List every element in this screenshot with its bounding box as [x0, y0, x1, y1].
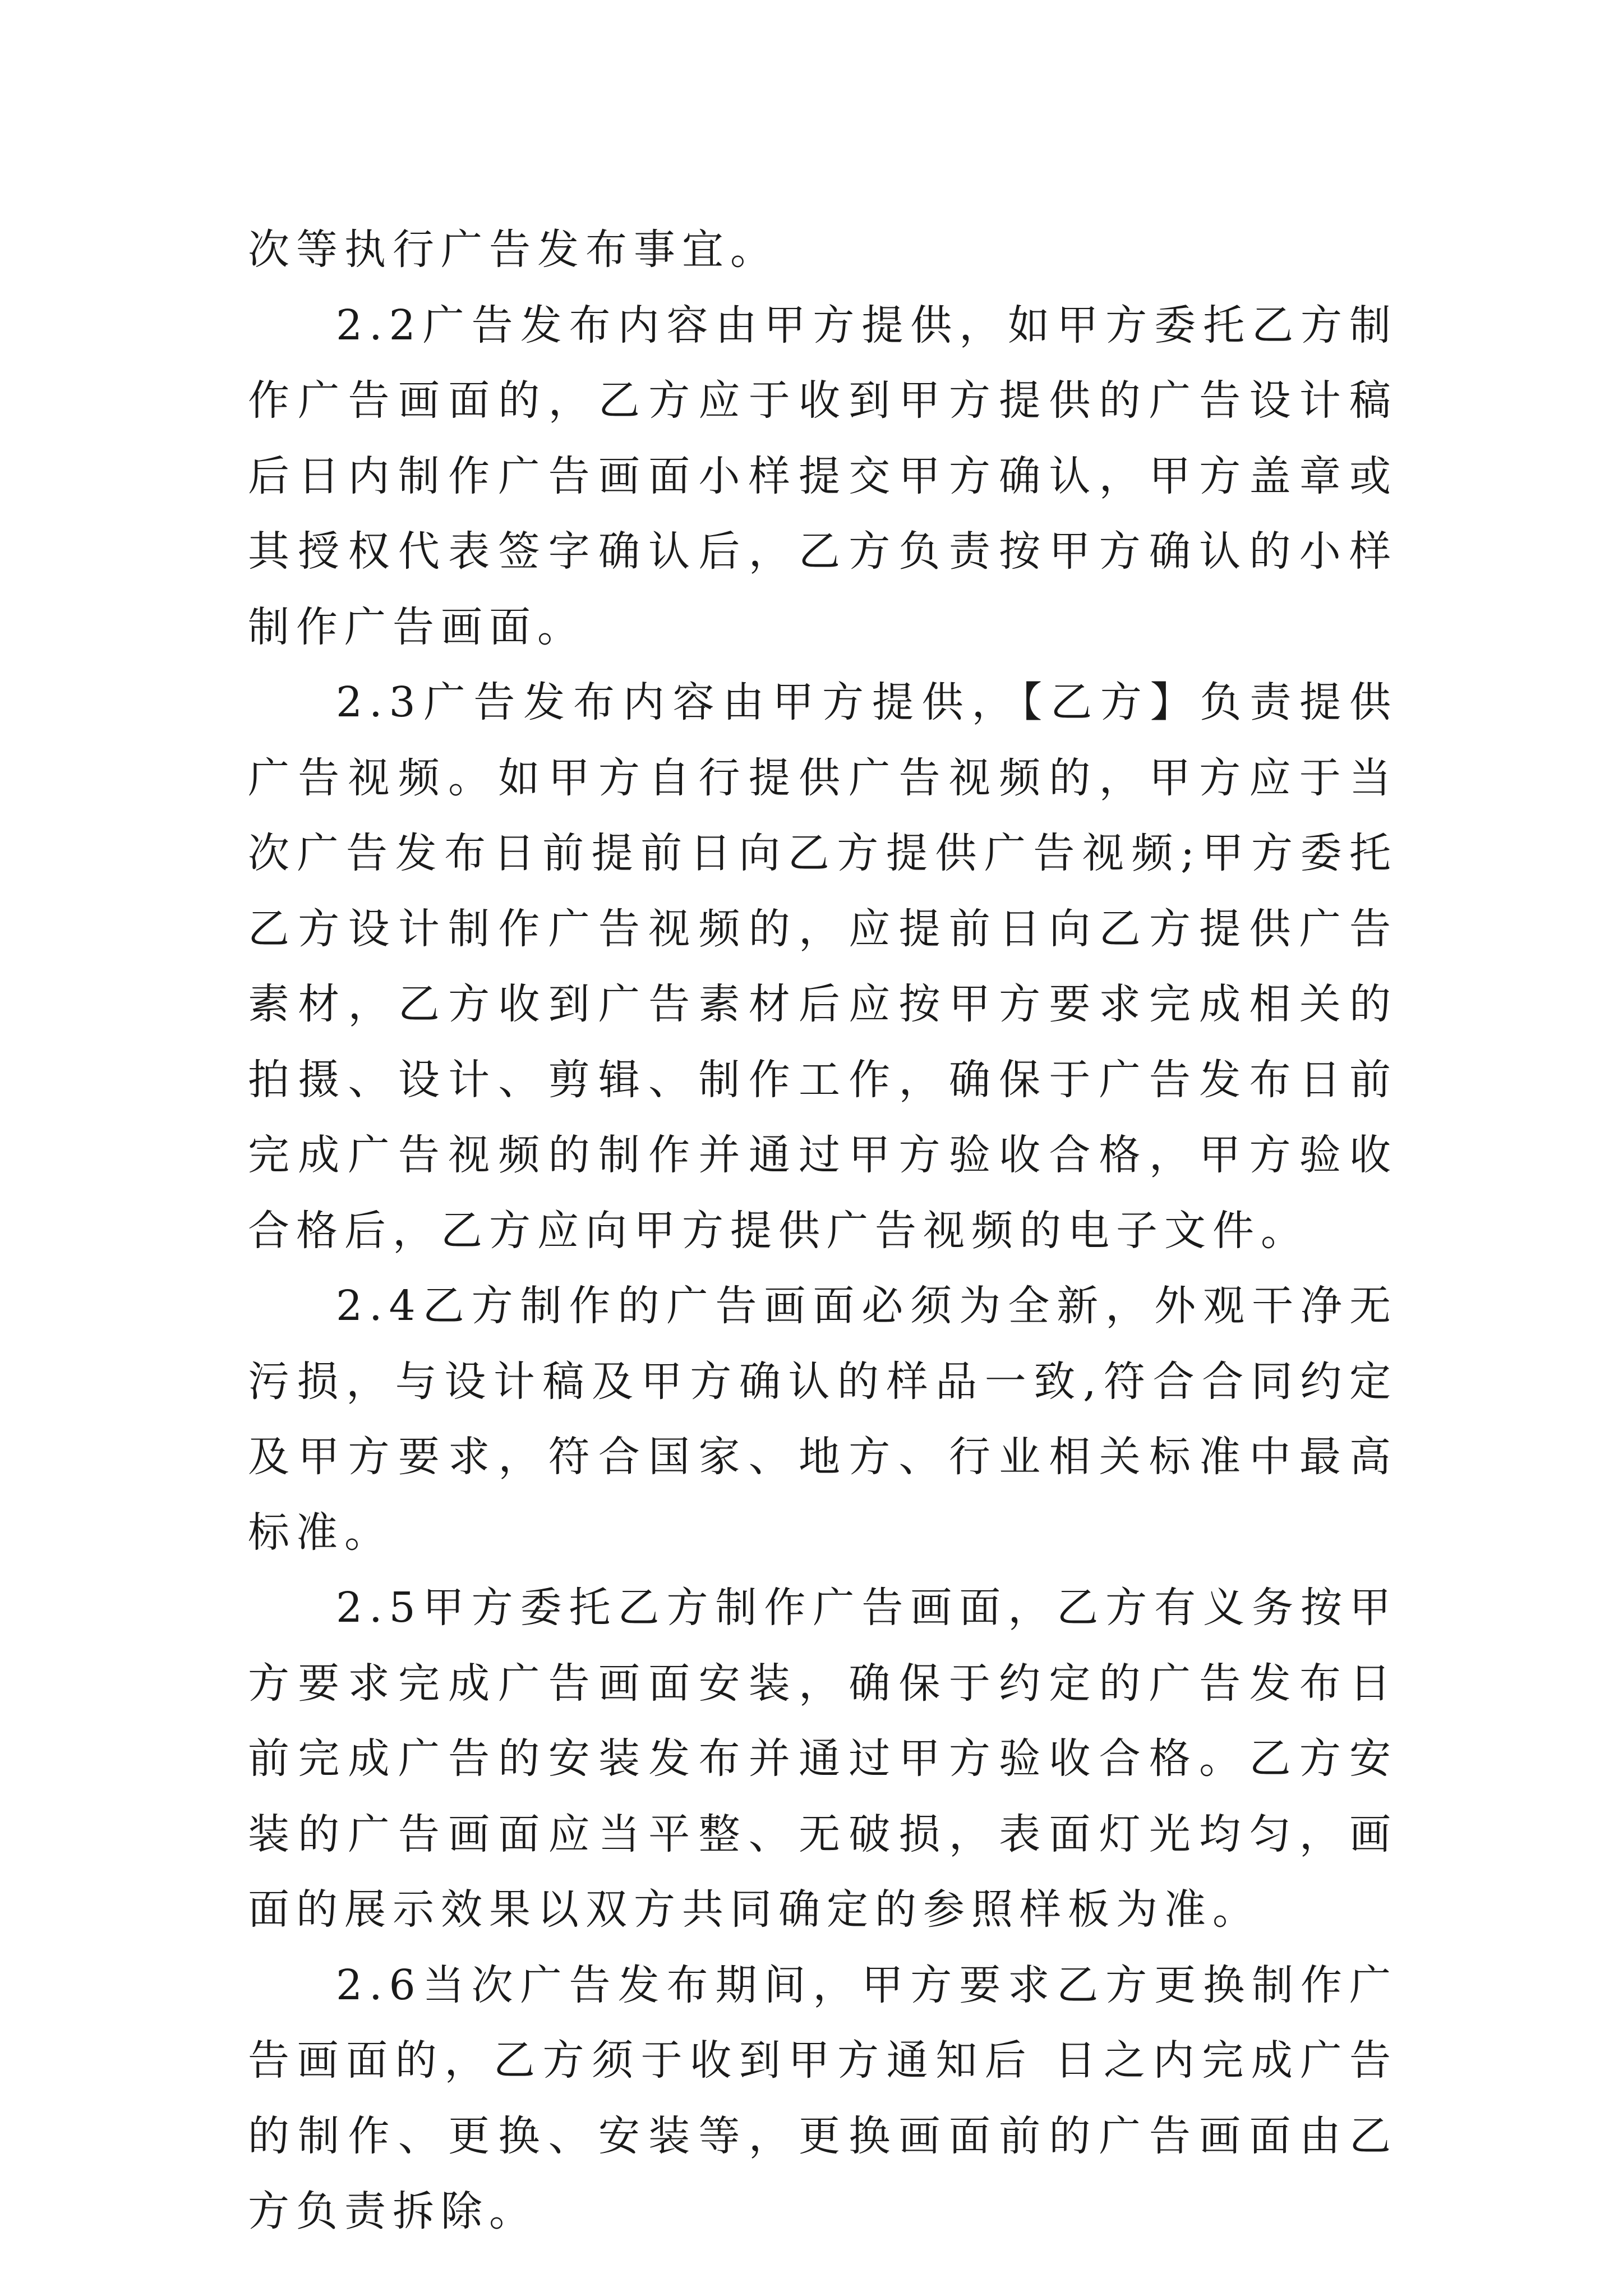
paragraph-2-6: 2.6当次广告发布期间，甲方要求乙方更换制作广告画面的，乙方须于收到甲方通知后 日之内完成广告的制作、更换、安装等，更换画面前的广告画面由乙方负责拆除。	[248, 1961, 1398, 2235]
paragraph-2-5: 2.5甲方委托乙方制作广告画面，乙方有义务按甲方要求完成广告画面安装，确保于约定的广告发布日前完成广告的安装发布并通过甲方验收合格。乙方安装的广告画面应当平整、无破损，表面灯光均匀，画面的展示效果以双方共同确定的参照样板为准。	[248, 1584, 1398, 1934]
paragraph-2-3: 2.3广告发布内容由甲方提供，【乙方】负责提供广告视频。如甲方自行提供广告视频的，甲方应于当次广告发布日前提前日向乙方提供广告视频;甲方委托乙方设计制作广告视频的，应提前日向乙方提供广告素材，乙方收到广告素材后应按甲方要求完成相关的拍摄、设计、剪辑、制作工作，确保于广告发布日前完成广告视频的制作并通过甲方验收合格，甲方验收合格后，乙方应向甲方提供广告视频的电子文件。	[248, 678, 1398, 1255]
paragraph-2-4: 2.4乙方制作的广告画面必须为全新，外观干净无污损，与设计稿及甲方确认的样品一致,符合合同约定及甲方要求，符合国家、地方、行业相关标准中最高标准。	[248, 1282, 1398, 1557]
paragraph-continuation: 次等执行广告发布事宜。	[248, 226, 778, 274]
document-body	[248, 212, 1398, 2249]
paragraph-2-2: 2.2广告发布内容由甲方提供，如甲方委托乙方制作广告画面的，乙方应于收到甲方提供的广告设计稿后日内制作广告画面小样提交甲方确认，甲方盖章或其授权代表签字确认后，乙方负责按甲方确认的小样制作广告画面。	[248, 301, 1398, 651]
